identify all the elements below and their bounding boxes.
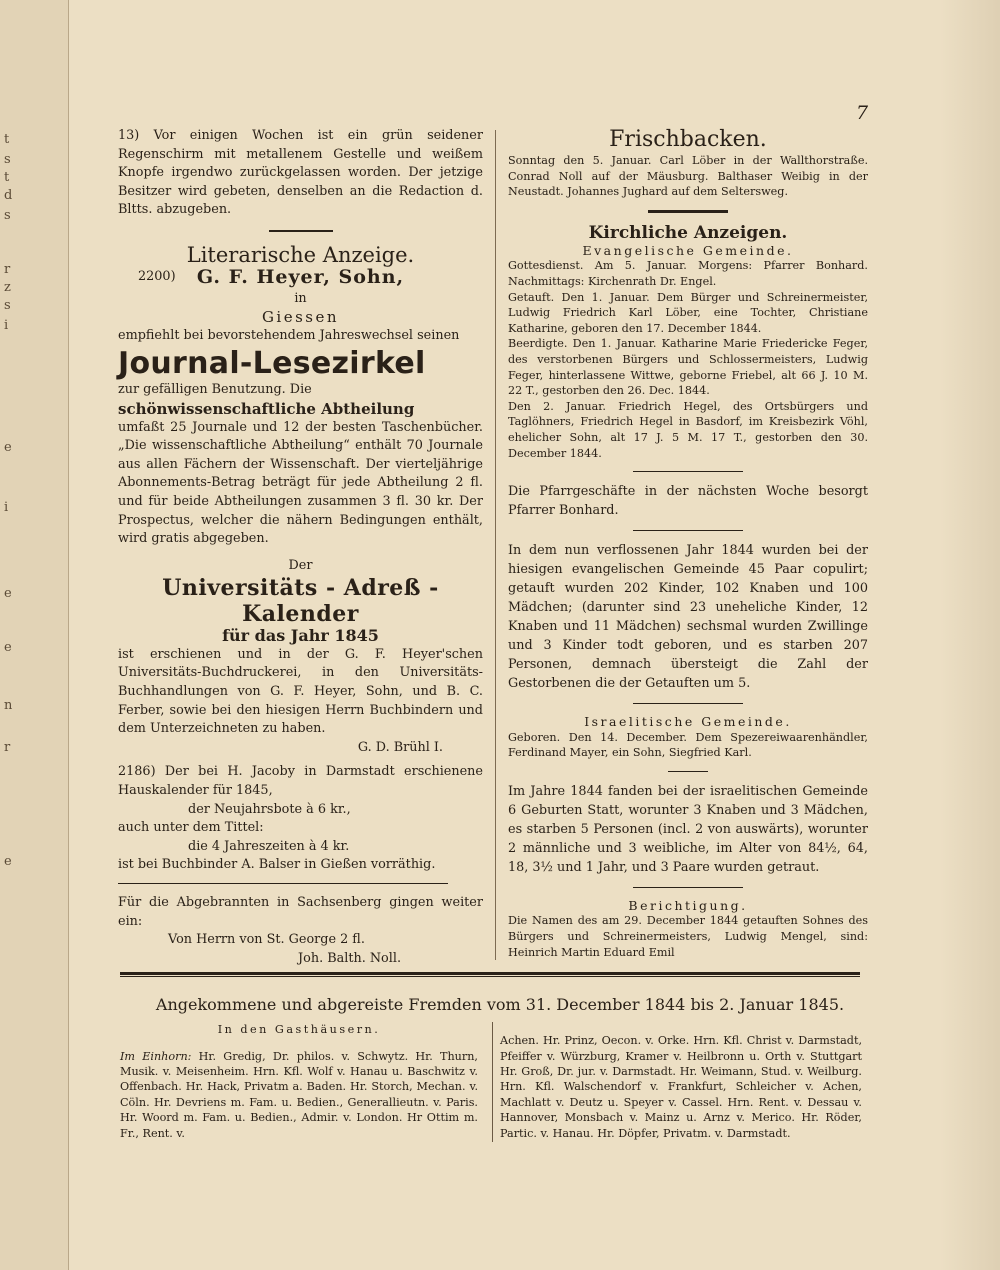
- correction-heading: Berichtigung.: [628, 897, 748, 913]
- margin-glyph: s: [4, 208, 11, 223]
- israelite-statistics: Im Jahre 1844 fanden bei der israelitischen Gemeinde 6 Geburten Statt, worunter 3 Knaben und 3 Mädchen, es starben 5 Personen (incl. 2 von auswärts), worunter 2 männliche und 3 weibliche, im Alter von 84½, 64, 18, 3½ und 1 Jahr, und 3 Paare wurden getraut.: [508, 783, 868, 875]
- availability-line: ist bei Buchbinder A. Balser in Gießen vorräthig.: [118, 857, 436, 873]
- arrivals-left: [120, 1022, 478, 1152]
- arrivals-left-text: [120, 1049, 478, 1141]
- der-word: Der: [288, 557, 313, 573]
- firm-name: G. F. Heyer, Sohn,: [196, 265, 405, 288]
- in-word: in: [294, 290, 307, 306]
- margin-glyph: d: [4, 188, 13, 203]
- birth-entry: Geboren. Den 14. December. Dem Spezereiwaarenhändler, Ferdinand Mayer, ein Sohn, Siegfried Karl.: [508, 730, 868, 760]
- previous-page-edge: [0, 0, 69, 1270]
- calendar-title: Universitäts - Adreß - Kalender: [162, 575, 439, 628]
- right-column: [508, 127, 868, 960]
- margin-glyph: e: [4, 854, 12, 869]
- margin-glyph: t: [4, 132, 10, 147]
- notice-2186: 2186) Der bei H. Jacoby in Darmstadt erschienene Hauskalender für 1845,: [118, 764, 483, 799]
- margin-glyph: z: [4, 280, 11, 295]
- pastor-duty: Die Pfarrgeschäfte in der nächsten Woche besorgt Pfarrer Bonhard.: [508, 484, 868, 519]
- divider: [633, 703, 743, 704]
- divider: [668, 771, 708, 772]
- literary-notice-heading: Literarische Anzeige.: [186, 242, 415, 267]
- margin-glyph: n: [4, 698, 13, 713]
- margin-glyph: i: [4, 318, 9, 333]
- calendar-year: für das Jahr 1845: [222, 626, 379, 646]
- subscription-details: umfaßt 25 Journale und 12 der besten Taschenbücher. „Die wissenschaftliche Abtheilung“ enthält 70 Journale aus allen Fächern der Wissenschaft. Der vierteljährige Abonnements-Betrag beträgt für jede Abtheilung 2 fl. und für beide Abtheilungen zusammen 3 fl. 30 kr. Der Prospectus, welcher die nähern Bedingungen enthält, wird gratis abgegeben.: [118, 419, 483, 547]
- margin-glyph: r: [4, 262, 11, 277]
- section-rule-thin: [120, 976, 860, 977]
- divider: [633, 471, 743, 472]
- margin-glyph: s: [4, 152, 11, 167]
- divider: [633, 530, 743, 531]
- margin-glyph: t: [4, 170, 10, 185]
- frischbacken-body: Sonntag den 5. Januar. Carl Löber in der Wallthorstraße. Conrad Noll auf der Mäusburg. Balthaser Weibig in der Neustadt. Johannes Jughard auf dem Seltersweg.: [508, 154, 868, 199]
- calendar-body: ist erschienen und in der G. F. Heyer'schen Universitäts-Buchdruckerei, in den Universitäts-Buchhandlungen von G. F. Heyer, Sohn, und B. C. Ferber, sowie bei den hiesigen Herrn Buchbindern und dem Unterzeichneten zu haben.: [118, 646, 483, 737]
- page-number: 7: [856, 102, 869, 124]
- margin-glyph: s: [4, 298, 11, 313]
- arrivals-left-body: Hr. Gredig, Dr. philos. v. Schwytz. Hr. Thurn, Musik. v. Meisenheim. Hrn. Kfl. Wolf v. Hanau u. Baschwitz v. Offenbach. Hr. Hack, Privatm a. Baden. Hr. Storch, Mechan. v. Cöln. Hr. Devriens m. Fam. u. Bedien., Generallieutn. v. Paris. Hr. Woord m. Fam. u. Bedien., Admir. v. London. Hr Ottim m. Fr., Rent. v.: [120, 1049, 478, 1140]
- department-title: schönwissenschaftliche Abtheilung: [118, 399, 415, 418]
- recommends-line: empfiehlt bei bevorstehendem Jahreswechsel seinen: [118, 327, 460, 343]
- margin-glyph: e: [4, 586, 12, 601]
- church-notices-heading: Kirchliche Anzeigen.: [588, 222, 788, 243]
- correction-body: Die Namen des am 29. December 1844 getauften Sohnes des Bürgers und Schreinermeisters, Ludwig Mengel, sind: Heinrich Martin Eduard Emil: [508, 914, 868, 959]
- divider: [269, 230, 333, 232]
- burial-entry-2: Den 2. Januar. Friedrich Hegel, des Ortsbürgers und Taglöhners, Friedrich Hegel in Basdorf, im Kreisbezirk Vöhl, ehelicher Sohn, alt 17 J. 5 M. 17 T., gestorben den 30. December 1844.: [508, 399, 868, 460]
- margin-glyph: i: [4, 500, 9, 515]
- firm-line: [118, 265, 483, 290]
- divider: [633, 887, 743, 888]
- israelite-heading: Israelitische Gemeinde.: [584, 714, 792, 730]
- margin-glyph: e: [4, 440, 12, 455]
- service-entry: Gottesdienst. Am 5. Januar. Morgens: Pfarrer Bonhard. Nachmittags: Kirchenrath Dr. Engel.: [508, 259, 868, 288]
- column-separator: [492, 1022, 493, 1142]
- journal-lesezirkel-title: Journal-Lesezirkel: [118, 346, 426, 382]
- jahreszeiten-line: die 4 Jahreszeiten à 4 kr.: [188, 838, 350, 854]
- page-shadow: [940, 0, 1000, 1270]
- margin-glyph: e: [4, 640, 12, 655]
- frischbacken-heading: Frischbacken.: [609, 127, 767, 152]
- arrivals-right: [500, 1022, 862, 1152]
- baptism-entry: Getauft. Den 1. Januar. Dem Bürger und Schreinermeister, Ludwig Friedrich Karl Löber, eine Tochter, Christiane Katharine, geboren den 17. December 1844.: [508, 290, 868, 335]
- donation-signature: Joh. Balth. Noll.: [298, 950, 402, 966]
- evangelical-heading: Evangelische Gemeinde.: [582, 242, 794, 258]
- title-line: auch unter dem Tittel:: [118, 820, 264, 836]
- donation-intro: Für die Abgebrannten in Sachsenberg gingen weiter ein:: [118, 895, 483, 929]
- inn-name: Im Einhorn:: [120, 1049, 192, 1063]
- left-column: [118, 127, 483, 968]
- notice-13: 13) Vor einigen Wochen ist ein grün seidener Regenschirm mit metallenem Gestelle und weißem Knopfe irgendwo zurückgelassen worden. Der jetzige Besitzer wird gebeten, denselben an die Redaction d. Bltts. abzugeben.: [118, 128, 483, 218]
- arrivals-title: Angekommene und abgereiste Fremden vom 31. December 1844 bis 2. Januar 1845.: [155, 995, 845, 1014]
- calendar-signature: G. D. Brühl I.: [357, 739, 443, 755]
- notice-number: 2200): [138, 268, 176, 284]
- burial-entry: Beerdigte. Den 1. Januar. Katharine Marie Friedericke Feger, des verstorbenen Bürgers und Schlossermeisters, Ludwig Feger, hinterlassene Wittwe, geborne Friebel, alt 66 J. 10 M. 22 T., gestorben den 26. Dec. 1844.: [508, 337, 868, 398]
- usage-line: zur gefälligen Benutzung. Die: [118, 382, 312, 398]
- section-rule: [120, 972, 860, 975]
- city-name: Giessen: [261, 308, 340, 327]
- neujahrsbote-line: der Neujahrsbote à 6 kr.,: [188, 801, 351, 817]
- column-separator: [495, 130, 496, 960]
- inns-subheading: In den Gasthäusern.: [217, 1023, 381, 1036]
- donation-line: Von Herrn von St. George 2 fl.: [168, 932, 365, 948]
- arrivals-right-body: Achen. Hr. Prinz, Oecon. v. Orke. Hrn. Kfl. Christ v. Darmstadt, Pfeiffer v. Würzburg, Kramer v. Heilbronn u. Orth v. Stuttgart Hr. Groß, Dr. jur. v. Darmstadt. Hr. Weimann, Stud. v. Weilburg. Hrn. Kfl. Walschendorf v. Frankfurt, Schleicher v. Achen, Machlatt v. Deutz u. Speyer v. Cassel. Hrn. Rent. v. Dessau v. Hannover, Monsbach v. Mainz u. Arnz v. Merico. Hr. Röder, Partic. v. Hanau. Hr. Döpfer, Privatm. v. Darmstadt.: [500, 1034, 862, 1140]
- divider: [648, 210, 728, 213]
- divider: [118, 883, 448, 884]
- evangelical-statistics: In dem nun verflossenen Jahr 1844 wurden bei der hiesigen evangelischen Gemeinde 45 Paar copulirt; getauft wurden 202 Kinder, 102 Knaben und 100 Mädchen; (darunter sind 23 uneheliche Kinder, 12 Knaben und 11 Mädchen) sechsmal wurden Zwillinge und 3 Kinder todt geboren, und es starben 207 Personen, demnach übersteigt die Zahl der Gestorbenen die der Getauften um 5.: [508, 543, 868, 692]
- margin-glyph: r: [4, 740, 11, 755]
